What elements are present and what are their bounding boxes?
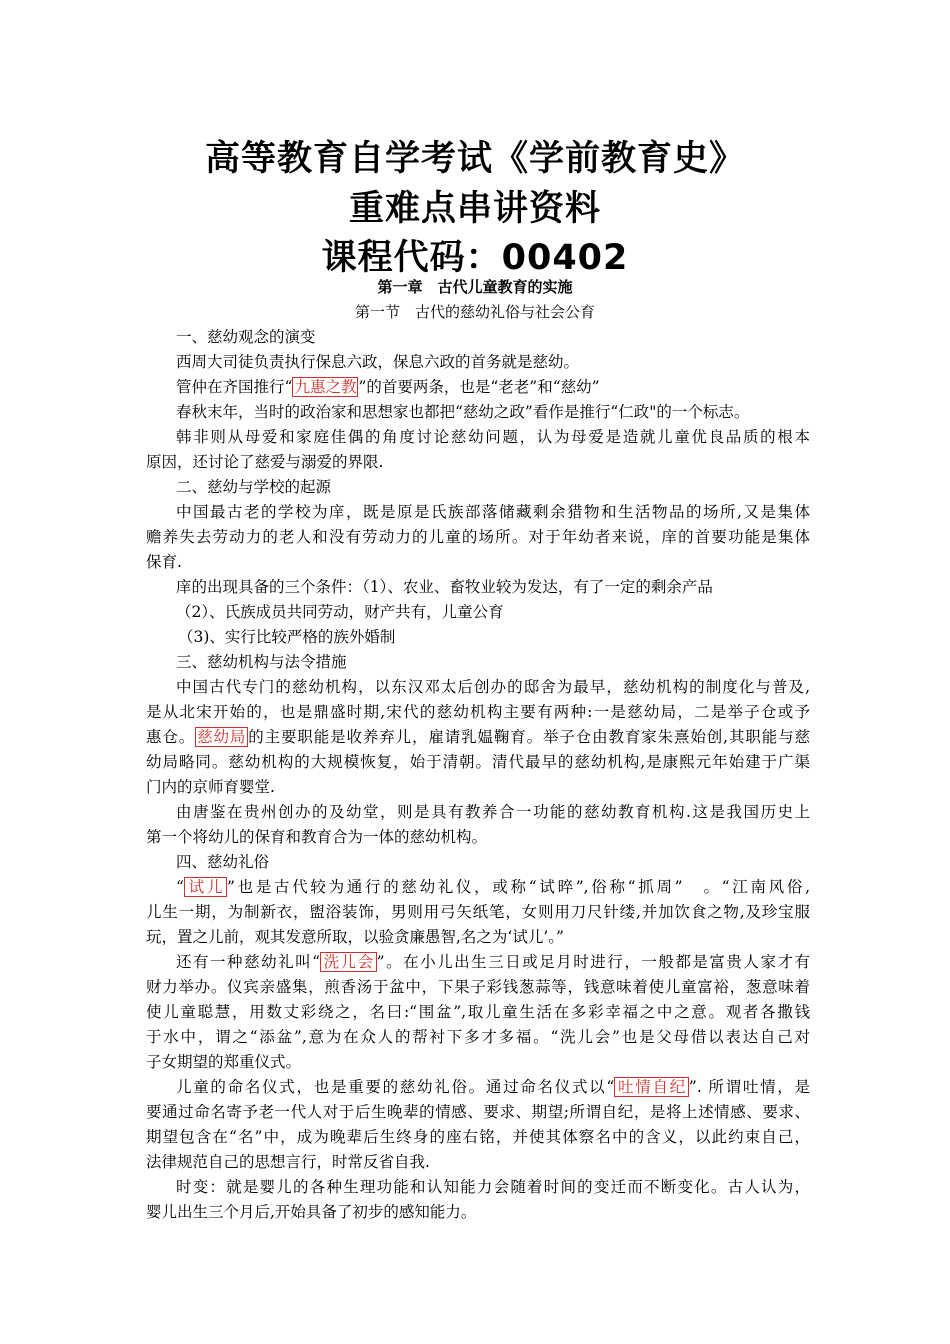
text-line: 幼局略同。慈幼机构的大规模恢复，始于清朝。清代最早的慈幼机构,是康熙元年始建于广渠 (146, 753, 810, 771)
text-line: 中国古代专门的慈幼机构，以东汉邓太后创办的邸舍为最早，慈幼机构的制度化与普及, (176, 678, 810, 696)
text-line: 管仲在齐国推行“ 九惠之教 ”的首要两条，也是“老老”和“慈幼” (176, 378, 600, 396)
text-line: 要通过命名寄予老一代人对于后生晚辈的情感、要求、期望;所谓自纪，是将上述情感、要求、 (146, 1103, 810, 1121)
text-line: 门内的京师育婴堂. (146, 778, 275, 796)
text-line: 使儿童聪慧，用数丈彩绕之，名曰:“围盆”,取儿童生活在多彩幸福之中之意。观者各撒钱 (146, 1003, 810, 1021)
text-line: 法律规范自己的思想言行，时常反省自我. (146, 1153, 430, 1171)
text-line: 惠仓。 慈幼局 的主要职能是收养弃儿，雇请乳媪鞠育。举子仓由教育家朱熹始创,其职能与慈 (146, 728, 810, 746)
text-line: 于水中，谓之“添盆”,意为在众人的帮衬下多才多福。“洗儿会”也是父母借以表达自己对 (146, 1028, 810, 1046)
chapter-heading: 第一章 古代儿童教育的实施 (377, 278, 573, 296)
heading-1: 一、慈幼观念的演变 (176, 328, 316, 346)
highlighted-term: 试儿 (185, 878, 226, 896)
text-line: 原因，还讨论了慈爱与溺爱的界限. (146, 453, 384, 471)
highlighted-term: 洗儿会 (322, 953, 375, 971)
document-subtitle: 重难点串讲资料 (348, 189, 601, 229)
text-line: 春秋末年，当时的政治家和思想家也都把“慈幼之政”看作是推行“仁政"的一个标志。 (176, 403, 750, 421)
text-line: 子女期望的郑重仪式。 (146, 1053, 302, 1071)
text-line: 是从北宋开始的，也是鼎盛时期,宋代的慈幼机构主要有两种:一是慈幼局，二是举子仓或予 (146, 703, 810, 721)
text-line: （2）、氏族成员共同劳动，财产共有，儿童公育 (176, 603, 504, 621)
text-line: 还有一种慈幼礼叫“ 洗儿会 ”。在小儿出生三日或足月时进行，一般都是富贵人家才有 (176, 953, 810, 971)
highlighted-term: 九惠之教 (294, 378, 357, 396)
section-heading: 第一节 古代的慈幼礼俗与社会公育 (354, 303, 595, 321)
text-line: 西周大司徒负责执行保息六政，保息六政的首务就是慈幼。 (176, 353, 580, 371)
text-line: “ 试儿 ”也是古代较为通行的慈幼礼仪，或称“试晬”,俗称“抓周” 。“江南风俗, (176, 878, 810, 896)
text-line: 期望包含在“名”中，成为晚辈后生终身的座右铭，并使其体察名中的含义，以此约束自己， (146, 1128, 810, 1146)
text-line: 保育. (146, 553, 182, 571)
text-line: 韩非则从母爱和家庭佳偶的角度讨论慈幼问题，认为母爱是造就儿童优良品质的根本 (176, 428, 810, 446)
heading-3: 三、慈幼机构与法令措施 (176, 653, 347, 671)
text-line: （3)、实行比较严格的族外婚制 (178, 628, 396, 646)
highlighted-term: 吐情自纪 (616, 1078, 687, 1096)
text-line: 中国最古老的学校为庠，既是原是氏族部落储藏剩余猎物和生活物品的场所,又是集体 (176, 503, 810, 521)
text-line: 由唐鉴在贵州创办的及幼堂，则是具有教养合一功能的慈幼教育机构.这是我国历史上 (176, 803, 810, 821)
heading-2: 二、慈幼与学校的起源 (176, 478, 332, 496)
text-line: 时变：就是婴儿的各种生理功能和认知能力会随着时间的变迁而不断变化。古人认为， (176, 1178, 810, 1196)
highlighted-term: 慈幼局 (197, 728, 247, 746)
text-line: 婴儿出生三个月后,开始具备了初步的感知能力。 (146, 1203, 477, 1221)
text-line: 玩，置之儿前，观其发意所取，以验贪廉愚智,名之为‘试儿’。” (146, 928, 564, 946)
text-line: 财力举办。仪宾亲盛集，煎香汤于盆中，下果子彩钱葱蒜等，钱意味着使儿童富裕，葱意味着 (146, 978, 810, 996)
heading-4: 四、慈幼礼俗 (176, 853, 270, 871)
text-line: 儿童的命名仪式，也是重要的慈幼礼俗。通过命名仪式以“ 吐情自纪 ”. 所谓吐情，是 (176, 1078, 810, 1096)
text-line: 儿生一期，为制新衣，盥浴装饰，男则用弓矢纸笔，女则用刀尺针缕,并加饮食之物,及珍宝服 (146, 903, 810, 921)
text-line: 赡养失去劳动力的老人和没有劳动力的儿童的场所。对于年幼者来说，庠的首要功能是集体 (146, 528, 810, 546)
course-code: 课程代码：00402 (321, 238, 629, 278)
text-line: 庠的出现具备的三个条件：（1）、农业、畜牧业较为发达，有了一定的剩余产品 (176, 578, 713, 596)
text-line: 第一个将幼儿的保育和教育合为一体的慈幼机构。 (146, 828, 488, 846)
document-title: 高等教育自学考试《学前教育史》 (204, 139, 745, 179)
